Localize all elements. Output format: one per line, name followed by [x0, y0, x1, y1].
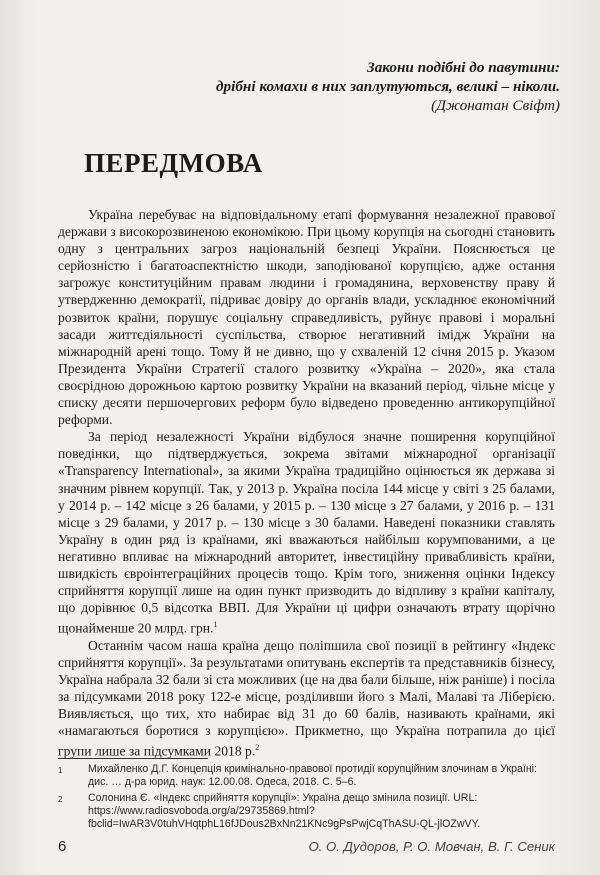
paragraph-2: За період незалежності України відбулося значне поширення корупційної поведінки, що підтверджується, зокрема звітами міжнародної організації «Transparency International», за якими Україна традиційно оцінюється як держава зі значним рівнем корупції. Так, у 2013 р. Україна посіла 144 місце у світі з 25 балами, у 2014 р. – 142 місце з 26 балами, у 2015 р. – 130 місце з 27 балами, у 2016 р. – 131 місце з 29 балами, у 2017 р. – 130 місце з 30 балами. Наведені показники ставлять Україну в один ряд із країнами, які вважаються найбільш корумпованими, а це негативно впливає на міжнародний авторитет, інвестиційну привабливість країни, швидкість євроінтеграційних процесів тощо. Крім того, зниження оцінки Індексу сприйняття корупції лише на один пункт призводить до відпливу з країни капіталу, що дорівнює 0,5 відсотка ВВП. Для України ці цифри означають втрату щорічно щонайменше 20 млрд. грн.$^1$	[58, 429, 555, 636]
epigraph-author: (Джонатан Свіфт)	[431, 97, 560, 114]
footnote-number: 1	[58, 766, 63, 775]
footnote-2	[58, 792, 555, 831]
page-number: 6	[58, 838, 67, 855]
footnote-mark-2: 2	[255, 743, 260, 753]
page-footer	[58, 838, 555, 855]
epigraph-line-2: дрібні комахи в них заплутуються, великі – ніколи.	[215, 78, 560, 95]
footnote-text: Михайленко Д.Г. Концепція кримінально-правової протидії корупційним злочинам в Україні: дис. … д-ра юрид. наук: 12.00.08. Одеса, 2018. С. 5–6.	[88, 763, 537, 788]
paragraph-3: Останнім часом наша країна дещо поліпшила свої позиції в рейтингу «Індекс сприйняття корупції». За результатами опитувань експертів та представників бізнесу, Україна набрала 32 бали зі ста можливих (це на два бали більше, ніж раніше) і посіла за підсумками 2018 року 122-е місце, розділивши його з Малі, Малаві та Ліберією. Виявляється, що тих, хто набирає від 31 до 60 балів, називають країнами, які «намагаються боротися з корупцією». Прикметно, що Україна потрапила до цієї групи лише за підсумками 2018 р.$^2$	[58, 637, 555, 759]
paragraph-1: Україна перебуває на відповідальному етапі формування незалежної правової держави з високорозвиненою економікою. При цьому корупція на сьогодні становить одну з центральних загроз національній безпеці України. Пояснюється це серйозністю і багатоаспектністю шкоди, заподіюваної корупцією, адже остання загрожує конституційним правам людини і громадянина, верховенству праву й утвердженню демократії, підриває довіру до органів влади, ускладнює економічний розвиток країни, порушує соціальну справедливість, руйнує правові і моральні засади життєдіяльності суспільства, створює негативний імідж України на міжнародній арені тощо. Тому й не дивно, що у схваленій 12 січня 2015 р. Указом Президента України Стратегії сталого розвитку «Україна – 2020», яка стала своєрідною дорожньою картою розвитку України на вказаний період, чільне місце у списку десяти першочергових реформ було відведено проведенню антикорупційної реформи.	[58, 207, 555, 428]
footnote-divider	[58, 758, 208, 759]
footer-authors: О. О. Дудоров, Р. О. Мовчан, В. Г. Сеник	[308, 839, 555, 854]
page-title: ПЕРЕДМОВА	[84, 148, 263, 178]
footnote-number: 2	[58, 795, 63, 804]
epigraph	[140, 58, 560, 115]
main-text	[58, 206, 555, 760]
epigraph-line-1: Закони подібні до павутини:	[366, 59, 560, 76]
footnote-mark-1: 1	[213, 620, 218, 630]
footnotes	[58, 763, 555, 834]
footnote-1	[58, 763, 555, 789]
footnote-text: Солонина Є. «Індекс сприйняття корупції»: Україна дещо змінила позиції. URL: https://www.radiosvoboda.org/a/29735869.html?fbclid=IwAR3V0tuhVHqtphL16fJDous2BxNn21KNc9gPsPwjCqThASU-QL-jlOZwVY.	[88, 792, 481, 830]
